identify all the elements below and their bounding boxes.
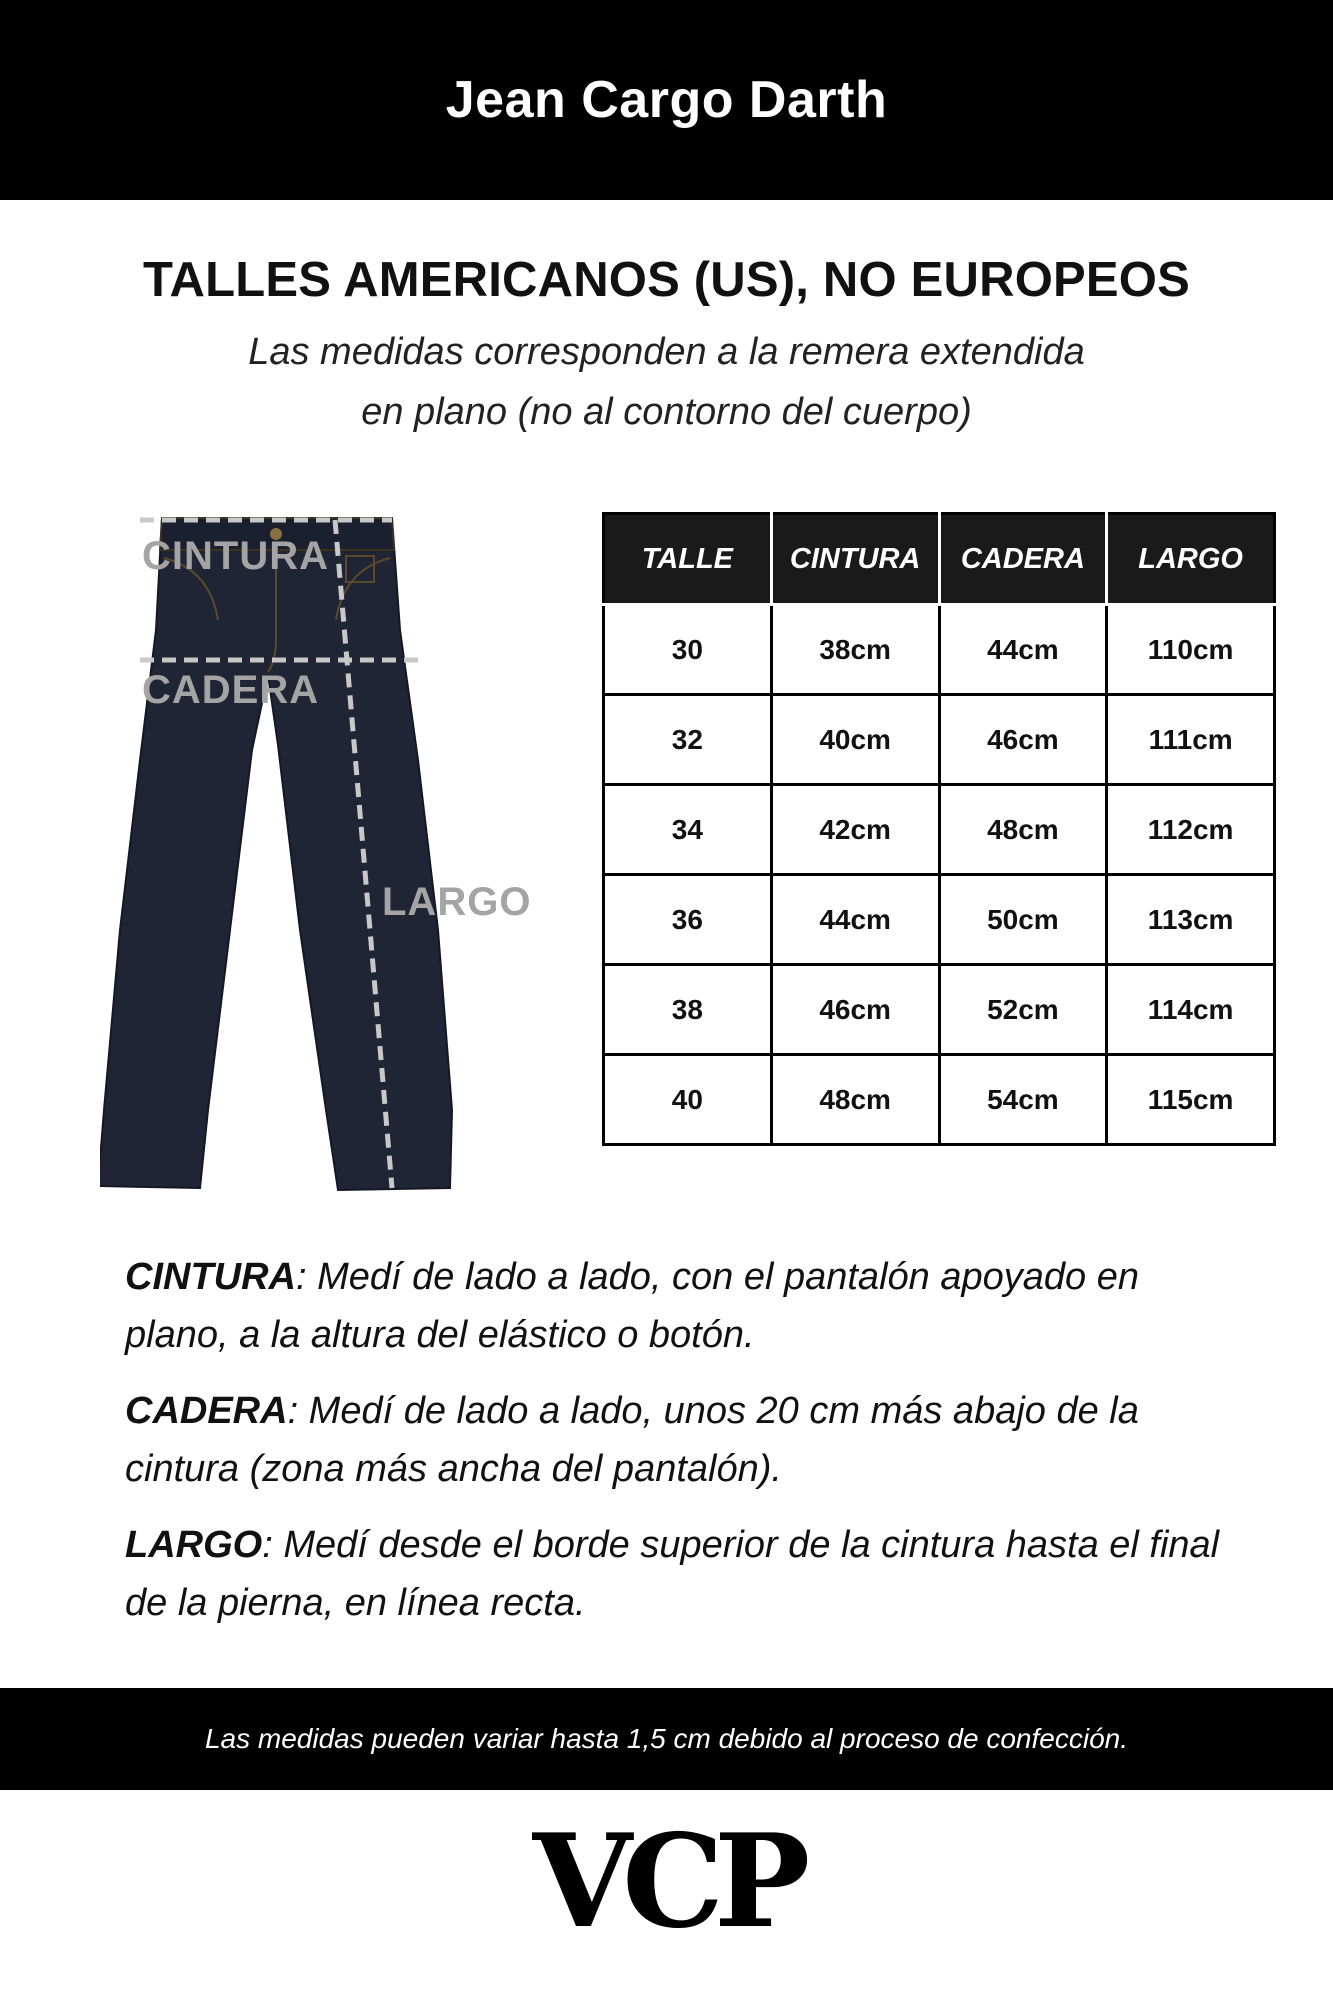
- table-row: [604, 695, 1275, 785]
- cell-talle: 38: [604, 965, 772, 1055]
- cell-cintura: 44cm: [771, 875, 939, 965]
- note-term: LARGO: [125, 1524, 263, 1566]
- cell-largo: 114cm: [1107, 965, 1275, 1055]
- cadera-label: CADERA: [142, 668, 320, 712]
- disclaimer-text: Las medidas pueden variar hasta 1,5 cm debido al proceso de confección.: [204, 1723, 1128, 1754]
- note-largo: [125, 1516, 1245, 1632]
- measurement-instructions: [125, 1248, 1245, 1650]
- note-cintura: [125, 1248, 1245, 1364]
- cell-talle: 30: [604, 605, 772, 695]
- cell-talle: 34: [604, 785, 772, 875]
- cell-talle: 36: [604, 875, 772, 965]
- table-row: [604, 875, 1275, 965]
- note-text: : Medí desde el borde superior de la cintura hasta el final de la pierna, en línea recta.: [125, 1524, 1220, 1624]
- table-row: [604, 965, 1275, 1055]
- cell-cintura: 40cm: [771, 695, 939, 785]
- measurement-subtitle: [0, 322, 1333, 442]
- cell-cintura: 48cm: [771, 1055, 939, 1145]
- header-talle: TALLE: [604, 514, 772, 605]
- size-system-heading: TALLES AMERICANOS (US), NO EUROPEOS: [143, 253, 1190, 307]
- table-row: [604, 605, 1275, 695]
- cell-cintura: 42cm: [771, 785, 939, 875]
- table-row: [604, 785, 1275, 875]
- cell-talle: 32: [604, 695, 772, 785]
- title-bar: [0, 0, 1333, 200]
- cell-cadera: 52cm: [939, 965, 1107, 1055]
- note-term: CADERA: [125, 1390, 288, 1432]
- jeans-illustration: [100, 510, 530, 1195]
- cell-largo: 115cm: [1107, 1055, 1275, 1145]
- vcp-logo: VCP: [532, 1807, 801, 1957]
- cell-largo: 112cm: [1107, 785, 1275, 875]
- size-table: [602, 512, 1276, 1146]
- disclaimer-bar: [0, 1688, 1333, 1790]
- header-largo: LARGO: [1107, 514, 1275, 605]
- cell-cadera: 48cm: [939, 785, 1107, 875]
- product-title: Jean Cargo Darth: [445, 71, 888, 129]
- header-cintura: CINTURA: [771, 514, 939, 605]
- jeans-measurement-diagram: [100, 510, 530, 1195]
- cell-cadera: 46cm: [939, 695, 1107, 785]
- header-cadera: CADERA: [939, 514, 1107, 605]
- note-cadera: [125, 1382, 1245, 1498]
- cell-largo: 113cm: [1107, 875, 1275, 965]
- table-row: [604, 1055, 1275, 1145]
- cell-largo: 110cm: [1107, 605, 1275, 695]
- largo-label: LARGO: [382, 880, 532, 924]
- cell-cadera: 54cm: [939, 1055, 1107, 1145]
- subtitle-line-2: en plano (no al contorno del cuerpo): [361, 391, 972, 433]
- note-text: : Medí de lado a lado, unos 20 cm más abajo de la cintura (zona más ancha del pantalón).: [125, 1390, 1139, 1490]
- cell-cintura: 46cm: [771, 965, 939, 1055]
- subtitle-line-1: Las medidas corresponden a la remera extendida: [248, 331, 1085, 373]
- cell-largo: 111cm: [1107, 695, 1275, 785]
- cell-cadera: 44cm: [939, 605, 1107, 695]
- note-term: CINTURA: [125, 1256, 296, 1298]
- note-text: : Medí de lado a lado, con el pantalón apoyado en plano, a la altura del elástico o botón.: [125, 1256, 1139, 1356]
- cintura-label: CINTURA: [142, 534, 329, 578]
- cell-cintura: 38cm: [771, 605, 939, 695]
- cell-cadera: 50cm: [939, 875, 1107, 965]
- size-table-header-row: [604, 514, 1275, 605]
- cell-talle: 40: [604, 1055, 772, 1145]
